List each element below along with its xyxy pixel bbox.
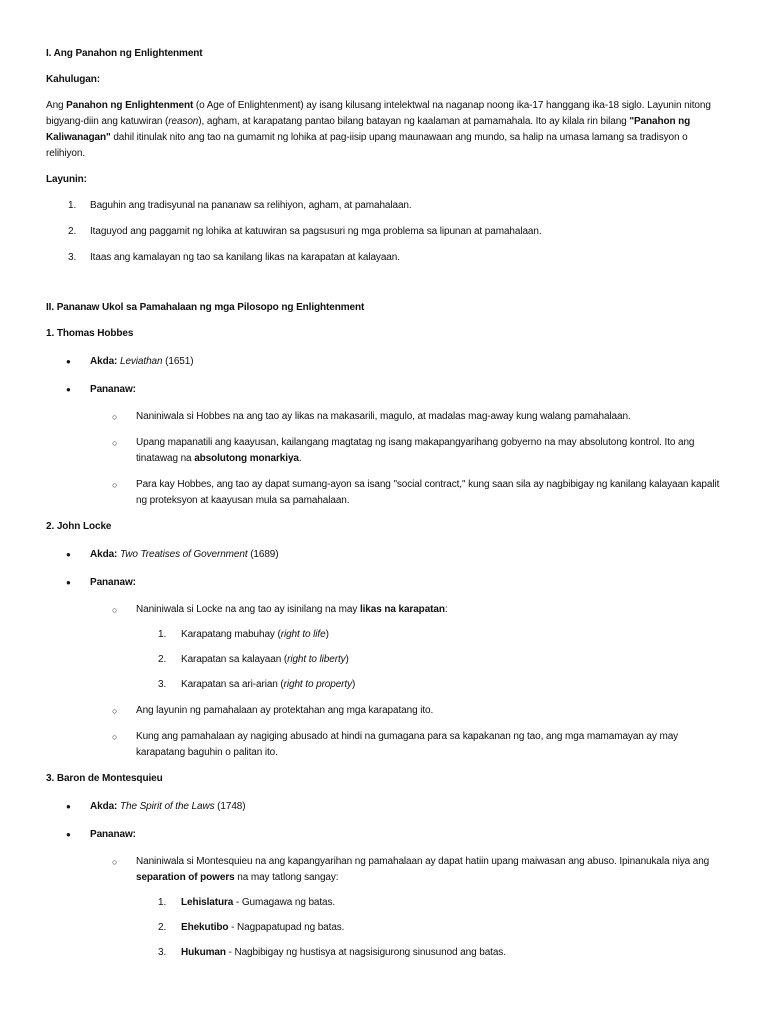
hobbes-akda-item	[46, 354, 724, 370]
hobbes-pananaw-item	[46, 382, 724, 398]
right-em: right to liberty	[287, 654, 346, 665]
layunin-text: Itaguyod ang paggamit ng lohika at katuwiran sa pagsusuri ng mga problema sa lipunan at pamahalaan.	[90, 226, 542, 237]
locke-point	[46, 729, 724, 761]
locke-point	[46, 602, 724, 618]
branch-item	[46, 945, 724, 961]
intro-text-2: (o Age of Enlightenment) ay isang kilusang intelektwal na naganap noong ika-17 hanggang ika-18 siglo. Layunin nitong bigyang-diin ang katuwiran (	[46, 100, 711, 127]
montesquieu-heading: 3. Baron de Montesquieu	[46, 773, 163, 784]
bullet-icon: ●	[66, 578, 71, 587]
right-em: right to life	[280, 629, 326, 640]
hobbes-point	[46, 477, 724, 509]
akda-title: Two Treatises of Government	[119, 549, 248, 560]
branch-name: Hukuman	[181, 947, 226, 958]
bullet-icon: ●	[66, 830, 71, 839]
intro-bold-1: Panahon ng Enlightenment	[66, 100, 194, 111]
intro-italic-1: reason	[168, 116, 199, 127]
point-bold: likas na karapatan	[359, 604, 445, 615]
akda-label: Akda:	[90, 356, 118, 367]
bullet-icon: ●	[66, 357, 71, 366]
point-text-end: :	[444, 604, 448, 615]
list-number: 1.	[68, 200, 77, 211]
right-em: right to property	[283, 679, 352, 690]
akda-year: (1748)	[214, 801, 246, 812]
branch-desc: - Nagbibigay ng hustisya at nagsisigurong sinusunod ang batas.	[225, 947, 506, 958]
list-number: 2.	[68, 226, 77, 237]
circle-bullet-icon: ○	[112, 857, 118, 867]
intro-text-3: ), agham, at karapatang pantao bilang batayan ng kaalaman at pamamahala. Ito ay kilala rin bilang	[198, 116, 630, 127]
circle-bullet-icon: ○	[112, 605, 118, 615]
layunin-text: Itaas ang kamalayan ng tao sa kanilang likas na karapatan at kalayaan.	[90, 252, 400, 263]
layunin-item	[46, 224, 724, 240]
montesquieu-pananaw-item	[46, 827, 724, 843]
circle-bullet-icon: ○	[112, 732, 118, 742]
point-text: Naniniwala si Montesquieu na ang kapangyarihan ng pamahalaan ay dapat hatiin upang maiwasan ang abuso. Ipinanukala niya ang	[136, 856, 710, 867]
locke-heading: 2. John Locke	[46, 521, 112, 532]
list-number: 3.	[158, 679, 167, 690]
branch-name: Ehekutibo	[181, 922, 229, 933]
hobbes-heading: 1. Thomas Hobbes	[46, 328, 134, 339]
list-number: 1.	[158, 629, 167, 640]
branch-item	[46, 895, 724, 911]
layunin-text: Baguhin ang tradisyunal na pananaw sa relihiyon, agham, at pamahalaan.	[90, 200, 412, 211]
akda-label: Akda:	[90, 801, 118, 812]
locke-point	[46, 703, 724, 719]
akda-title: The Spirit of the Laws	[119, 801, 215, 812]
right-end: )	[325, 629, 329, 640]
point-text: Ang layunin ng pamahalaan ay protektahan ang mga karapatang ito.	[136, 705, 434, 716]
circle-bullet-icon: ○	[112, 706, 118, 716]
bullet-icon: ●	[66, 385, 71, 394]
point-text-end: .	[298, 453, 302, 464]
list-number: 2.	[158, 922, 167, 933]
layunin-item	[46, 250, 724, 266]
pananaw-label: Pananaw:	[90, 577, 136, 588]
right-item	[46, 652, 724, 668]
circle-bullet-icon: ○	[112, 412, 118, 422]
point-text: Kung ang pamahalaan ay nagiging abusado at hindi na gumagana para sa kapakanan ng tao, ang mga mamamayan ay may karapatang baguhin o palitan ito.	[136, 731, 679, 758]
branch-item	[46, 920, 724, 936]
circle-bullet-icon: ○	[112, 438, 118, 448]
hobbes-point	[46, 435, 724, 467]
right-end: )	[345, 654, 349, 665]
list-number: 2.	[158, 654, 167, 665]
hobbes-point	[46, 409, 724, 425]
right-text: Karapatan sa ari-arian (	[181, 679, 284, 690]
layunin-item	[46, 198, 724, 214]
right-item	[46, 677, 724, 693]
akda-label: Akda:	[90, 549, 118, 560]
layunin-label: Layunin:	[46, 174, 87, 185]
intro-text-1: Ang	[46, 100, 67, 111]
montesquieu-akda-item	[46, 799, 724, 815]
point-text: Naniniwala si Hobbes na ang tao ay likas na makasarili, magulo, at madalas mag-away kung walang pamahalaan.	[136, 411, 631, 422]
point-text: Naniniwala si Locke na ang tao ay isinilang na may	[136, 604, 360, 615]
point-text-end: na may tatlong sangay:	[234, 872, 339, 883]
section1-heading: I. Ang Panahon ng Enlightenment	[46, 48, 203, 59]
document-page	[46, 46, 724, 961]
bullet-icon: ●	[66, 550, 71, 559]
locke-pananaw-item	[46, 575, 724, 591]
right-item	[46, 627, 724, 643]
pananaw-label: Pananaw:	[90, 829, 136, 840]
akda-year: (1689)	[247, 549, 279, 560]
locke-akda-item	[46, 547, 724, 563]
branch-desc: - Nagpapatupad ng batas.	[228, 922, 345, 933]
intro-paragraph	[46, 98, 724, 162]
kahulugan-label: Kahulugan:	[46, 74, 100, 85]
intro-bold-2: "Panahon ng Kaliwanagan"	[46, 116, 691, 143]
right-end: )	[352, 679, 356, 690]
bullet-icon: ●	[66, 802, 71, 811]
intro-text-4: dahil itinulak nito ang tao na gumamit ng lohika at pag-iisip upang maunawaan ang mundo, sa halip na umasa lamang sa tradisyon o relihiyon.	[46, 132, 688, 159]
branch-name: Lehislatura	[181, 897, 234, 908]
list-number: 1.	[158, 897, 167, 908]
akda-title: Leviathan	[119, 356, 163, 367]
circle-bullet-icon: ○	[112, 480, 118, 490]
pananaw-label: Pananaw:	[90, 384, 136, 395]
right-text: Karapatang mabuhay (	[181, 629, 281, 640]
section2-heading: II. Pananaw Ukol sa Pamahalaan ng mga Pilosopo ng Enlightenment	[46, 302, 365, 313]
point-text: Para kay Hobbes, ang tao ay dapat sumang-ayon sa isang "social contract," kung saan sila ay nagbibigay ng kanilang kalayaan kapalit ng proteksyon at kaayusan mula sa pamahalaan.	[136, 479, 720, 506]
list-number: 3.	[158, 947, 167, 958]
list-number: 3.	[68, 252, 77, 263]
point-bold: absolutong monarkiya	[194, 453, 299, 464]
montesquieu-point	[46, 854, 724, 886]
branch-desc: - Gumagawa ng batas.	[233, 897, 336, 908]
point-text: Upang mapanatili ang kaayusan, kailangang magtatag ng isang makapangyarihang gobyerno na may absolutong kontrol. Ito ang tinatawag na	[136, 437, 695, 464]
right-text: Karapatan sa kalayaan (	[181, 654, 288, 665]
point-bold: separation of powers	[136, 872, 235, 883]
akda-year: (1651)	[162, 356, 194, 367]
